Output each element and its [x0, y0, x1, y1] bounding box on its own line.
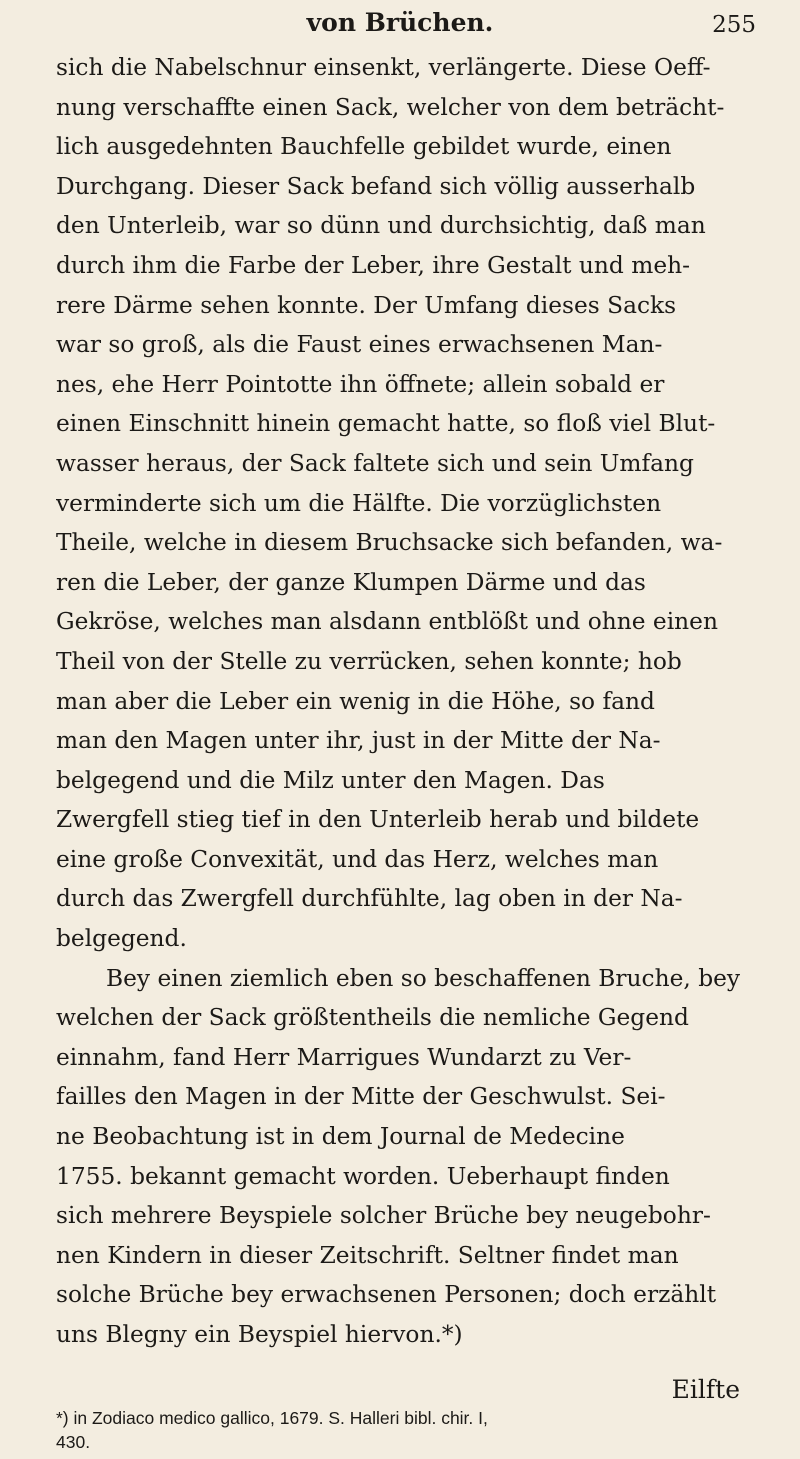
- text-line: einnahm, fand Herr Marrigues Wundarzt zu Ver-: [56, 1043, 632, 1071]
- text-line: nung verschaffte einen Sack, welcher von dem beträcht-: [56, 93, 725, 121]
- text-line: man den Magen unter ihr, just in der Mitte der Na-: [56, 727, 661, 755]
- footnote-line: *) in Zodiaco medico gallico, 1679. S. Halleri bibl. chir. I,: [56, 1408, 488, 1428]
- running-head: von Brüchen.: [306, 8, 494, 37]
- text-line: verminderte sich um die Hälfte. Die vorzüglichsten: [56, 489, 662, 517]
- page-number: 255: [712, 12, 756, 38]
- text-line: Zwergfell stieg tief in den Unterleib herab und bildete: [56, 806, 700, 834]
- body-text: [56, 48, 770, 1355]
- text-line: nen Kindern in dieser Zeitschrift. Seltner findet man: [56, 1241, 679, 1269]
- catchword: Eilfte: [671, 1375, 740, 1404]
- footnote: [56, 1406, 770, 1454]
- text-line: Gekröse, welches man alsdann entblößt und ohne einen: [56, 608, 718, 636]
- footnote-line: 430.: [56, 1432, 91, 1452]
- text-line: ren die Leber, der ganze Klumpen Därme und das: [56, 568, 646, 596]
- text-line: lich ausgedehnten Bauchfelle gebildet wurde, einen: [56, 133, 672, 161]
- text-line: belgegend und die Milz unter den Magen. Das: [56, 766, 605, 794]
- text-line: welchen der Sack größtentheils die nemliche Gegend: [56, 1004, 689, 1032]
- text-line: durch das Zwergfell durchfühlte, lag oben in der Na-: [56, 885, 683, 913]
- text-line: ne Beobachtung ist in dem Journal de Medecine: [56, 1123, 625, 1151]
- text-line: sich mehrere Beyspiele solcher Brüche bey neugebohr-: [56, 1202, 711, 1230]
- page-header: [0, 4, 800, 48]
- text-line: 1755. bekannt gemacht worden. Ueberhaupt finden: [56, 1162, 670, 1190]
- text-line: Bey einen ziemlich eben so beschaffenen Bruche, bey: [106, 964, 741, 992]
- text-line: rere Därme sehen konnte. Der Umfang dieses Sacks: [56, 291, 677, 319]
- text-line: solche Brüche bey erwachsenen Personen; doch erzählt: [56, 1281, 717, 1309]
- text-line: war so groß, als die Faust eines erwachsenen Man-: [56, 331, 663, 359]
- text-line: belgegend.: [56, 925, 187, 953]
- text-line: eine große Convexität, und das Herz, welches man: [56, 845, 659, 873]
- text-line: sich die Nabelschnur einsenkt, verlängerte. Diese Oeff-: [56, 54, 711, 81]
- text-line: den Unterleib, war so dünn und durchsichtig, daß man: [56, 212, 706, 240]
- text-line: man aber die Leber ein wenig in die Höhe, so fand: [56, 687, 655, 715]
- text-line: nes, ehe Herr Pointotte ihn öffnete; allein sobald er: [56, 370, 665, 398]
- text-line: Theil von der Stelle zu verrücken, sehen konnte; hob: [56, 647, 682, 675]
- text-line: Durchgang. Dieser Sack befand sich völlig ausserhalb: [56, 172, 696, 200]
- text-line: failles den Magen in der Mitte der Geschwulst. Sei-: [56, 1083, 666, 1111]
- text-line: Theile, welche in diesem Bruchsacke sich befanden, wa-: [56, 529, 723, 557]
- text-line: wasser heraus, der Sack faltete sich und sein Umfang: [56, 449, 694, 477]
- text-line: einen Einschnitt hinein gemacht hatte, so floß viel Blut-: [56, 410, 716, 438]
- text-line: durch ihm die Farbe der Leber, ihre Gestalt und meh-: [56, 251, 691, 279]
- text-line: uns Blegny ein Beyspiel hiervon.*): [56, 1321, 463, 1348]
